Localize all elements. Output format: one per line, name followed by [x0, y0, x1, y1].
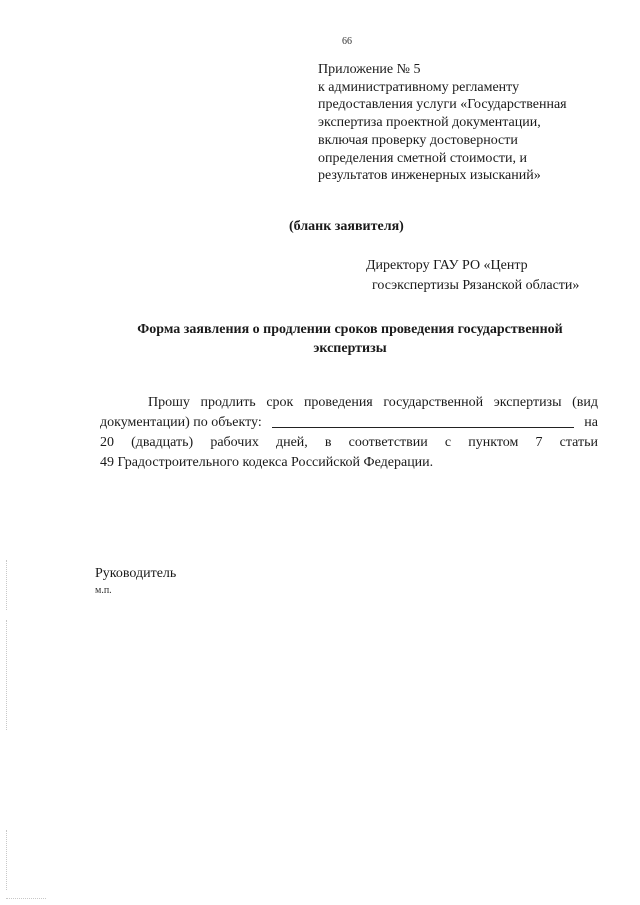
object-prefix: документации) по объекту:	[100, 415, 262, 430]
applicant-letterhead-label: (бланк заявителя)	[289, 219, 404, 234]
body-word: (двадцать)	[131, 435, 194, 450]
form-title-line: экспертизы	[313, 341, 387, 356]
appendix-line: предоставления услуги «Государственная	[318, 97, 567, 113]
body-row-4	[100, 453, 598, 473]
body-row-3	[100, 433, 598, 453]
scan-margin-mark	[6, 830, 8, 890]
appendix-line: к административному регламенту	[318, 79, 520, 95]
body-line: 49 Градостроительного кодекса Российской Федерации.	[100, 455, 434, 470]
body-word: государственной	[383, 395, 484, 410]
body-word: рабочих	[210, 435, 259, 450]
body-word: продлить	[200, 395, 256, 410]
appendix-line: включая проверку достоверности	[318, 132, 518, 148]
body-row-1	[100, 393, 598, 413]
scan-footer-mark	[6, 898, 46, 899]
body-word: 20	[100, 435, 114, 450]
body-word: экспертизы	[493, 395, 562, 410]
form-title	[100, 320, 600, 358]
body-row-2	[100, 413, 598, 433]
body-word: статьи	[559, 435, 598, 450]
addressee-line: госэкспертизы Рязанской области»	[372, 278, 580, 293]
appendix-line: экспертиза проектной документации,	[318, 115, 541, 131]
addressee-block	[366, 256, 579, 296]
body-word: дней,	[275, 435, 308, 450]
body-word: соответствии	[348, 435, 428, 450]
page-number: 66	[342, 36, 352, 47]
body-word: проведения	[303, 395, 373, 410]
body-word: 7	[535, 435, 543, 450]
body-word: с	[444, 435, 452, 450]
form-title-line: Форма заявления о продлении сроков проведения государственной	[137, 322, 563, 337]
request-body	[100, 393, 598, 473]
scan-margin-mark	[6, 560, 8, 610]
appendix-line: определения сметной стоимости, и	[318, 150, 528, 166]
signer-title: Руководитель	[95, 566, 177, 581]
body-word: в	[324, 435, 332, 450]
stamp-place: м.п.	[95, 585, 112, 596]
body-word: Прошу	[148, 395, 190, 410]
appendix-line: Приложение № 5	[318, 62, 421, 77]
body-word: пунктом	[468, 435, 519, 450]
appendix-note	[318, 61, 618, 185]
object-fill-line[interactable]	[272, 413, 574, 428]
addressee-line: Директору ГАУ РО «Центр	[366, 258, 528, 273]
scan-margin-mark	[6, 620, 8, 730]
body-word: срок	[266, 395, 294, 410]
object-suffix: на	[584, 415, 598, 430]
appendix-line: результатов инженерных изысканий»	[318, 168, 541, 184]
body-word: (вид	[572, 395, 598, 410]
